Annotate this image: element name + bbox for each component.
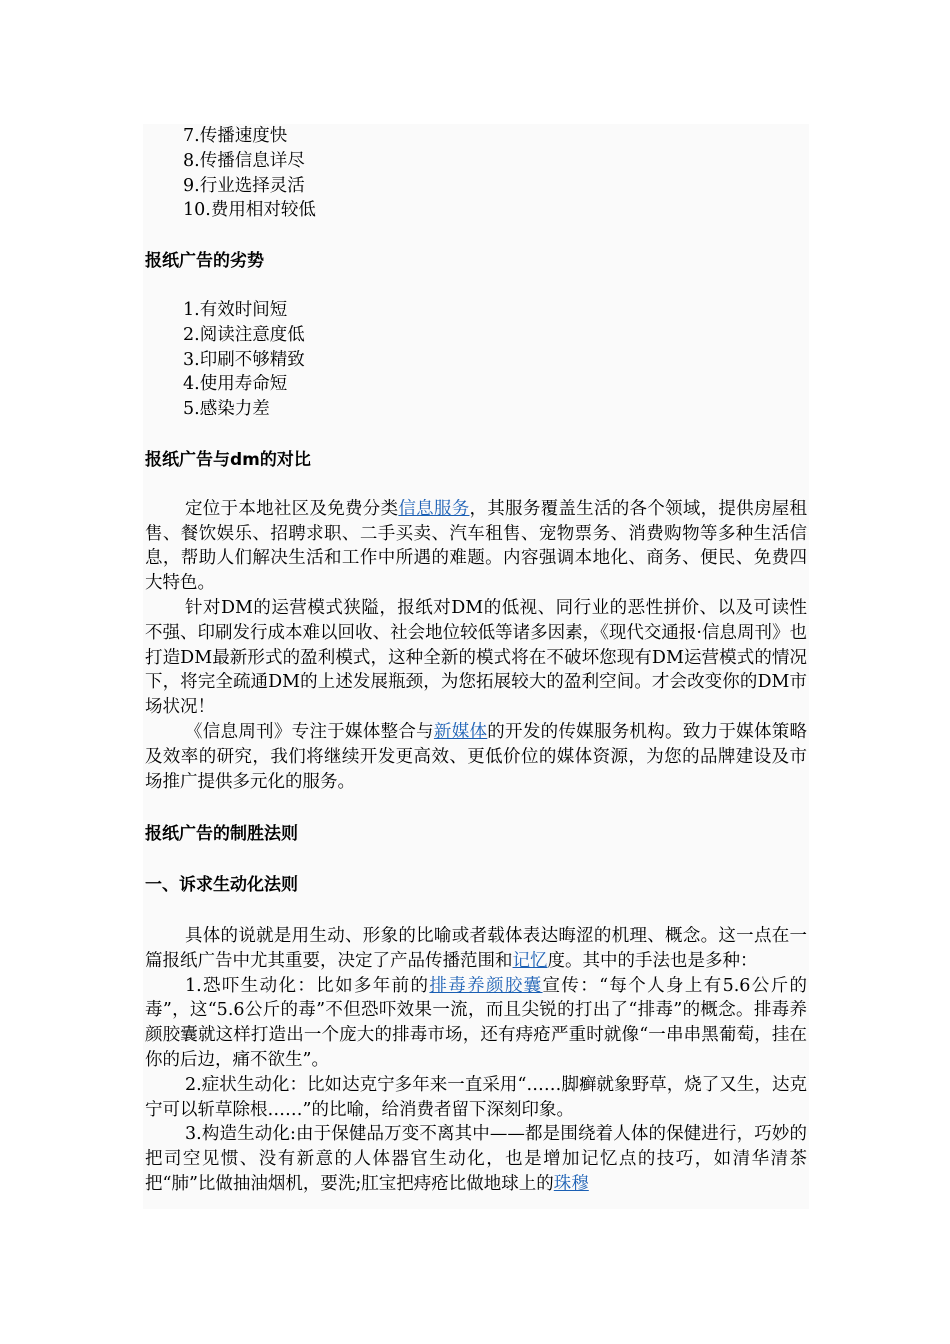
document-body bbox=[145, 124, 807, 1197]
list-item: 9.行业选择灵活 bbox=[183, 175, 305, 196]
comparison-paragraph-2: 针对DM的运营模式狭隘，报纸对DM的低视、同行业的恶性拼价、以及可读性不强、印刷发行成本难以回收、社会地位较低等诸多因素，《现代交通报·信息周刊》也打造DM最新形式的盈利模式，这种全新的模式将在不破坏您现有DM运营模式的情况下，将完全疏通DM的上述发展瓶颈，为您拓展较大的盈利空间。才会改变你的DM市场状况！ bbox=[145, 597, 807, 718]
list-item: 1.有效时间短 bbox=[183, 299, 288, 320]
rule-1-item-3: 3.构造生动化:由于保健品万变不离其中——都是围绕着人体的保健进行，巧妙的把司空见惯、没有新意的人体器官生动化，也是增加记忆点的技巧，如清华清茶把“肺”比做抽油烟机，要洗;肛宝把痔疮比做地球上的珠穆 bbox=[145, 1124, 807, 1194]
list-item: 2.阅读注意度低 bbox=[183, 324, 305, 345]
comparison-heading: 报纸广告与dm的对比 bbox=[145, 449, 311, 470]
comparison-paragraph-1: 定位于本地社区及免费分类信息服务，其服务覆盖生活的各个领域，提供房屋租售、餐饮娱乐、招聘求职、二手买卖、汽车租售、宠物票务、消费购物等多种生活信息，帮助人们解决生活和工作中所遇的难题。内容强调本地化、商务、便民、免费四大特色。 bbox=[145, 498, 808, 594]
disadvantages-heading: 报纸广告的劣势 bbox=[145, 251, 264, 272]
rule-1-intro: 具体的说就是用生动、形象的比喻或者载体表达晦涩的机理、概念。这一点在一篇报纸广告中尤其重要，决定了产品传播范围和记忆度。其中的手法也是多种： bbox=[145, 925, 807, 971]
list-item: 10.费用相对较低 bbox=[183, 200, 316, 221]
rule-1-item-2: 2.症状生动化：比如达克宁多年来一直采用“……脚癣就象野草，烧了又生，达克宁可以斩草除根……”的比喻，给消费者留下深刻印象。 bbox=[145, 1074, 807, 1120]
list-item: 3.印刷不够精致 bbox=[183, 349, 305, 370]
winning-rules-heading: 报纸广告的制胜法则 bbox=[145, 824, 298, 845]
info-service-link[interactable]: 信息服务 bbox=[398, 498, 470, 519]
memory-link[interactable]: 记忆 bbox=[512, 950, 548, 971]
list-item: 7.传播速度快 bbox=[183, 126, 288, 146]
everest-link[interactable]: 珠穆 bbox=[553, 1173, 589, 1194]
detox-capsule-link[interactable]: 排毒养颜胶囊 bbox=[429, 975, 543, 996]
rule-1-item-1: 1.恐吓生动化：比如多年前的排毒养颜胶囊宣传：“每个人身上有5.6公斤的毒”，这“5.6公斤的毒”不但恐吓效果一流，而且尖锐的打出了“排毒”的概念。排毒养颜胶囊就这样打造出一个庞大的排毒市场，还有痔疮严重时就像“一串串黑葡萄，挂在你的后边，痛不欲生”。 bbox=[145, 975, 808, 1070]
list-item: 4.使用寿命短 bbox=[183, 374, 288, 395]
advantages-list-tail bbox=[145, 124, 807, 223]
new-media-link[interactable]: 新媒体 bbox=[433, 721, 488, 742]
list-item: 8.传播信息详尽 bbox=[183, 150, 305, 171]
disadvantages-list bbox=[145, 298, 807, 422]
rule-1-heading: 一、诉求生动化法则 bbox=[145, 875, 298, 896]
comparison-paragraph-3: 《信息周刊》专注于媒体整合与新媒体的开发的传媒服务机构。致力于媒体策略及效率的研究，我们将继续开发更高效、更低价位的媒体资源，为您的品牌建设及市场推广提供多元化的服务。 bbox=[145, 721, 808, 792]
list-item: 5.感染力差 bbox=[183, 399, 270, 420]
